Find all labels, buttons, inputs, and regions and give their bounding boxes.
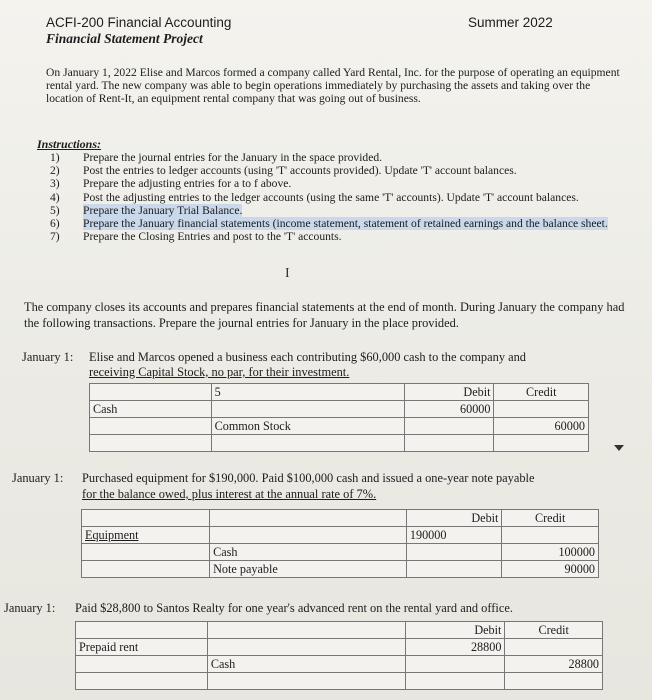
instruction-item: 7) Prepare the Closing Entries and post to the 'T' accounts. bbox=[50, 230, 342, 244]
course-title: ACFI-200 Financial Accounting bbox=[46, 15, 232, 30]
table-row bbox=[82, 561, 599, 578]
credit-account[interactable]: Note payable bbox=[210, 561, 407, 578]
instructions-heading: Instructions: bbox=[37, 137, 102, 151]
term-label: Summer 2022 bbox=[468, 15, 553, 30]
instruction-item: 6) Prepare the January financial statements (income statement, statement of retained earnings and the balance sheet. bbox=[50, 217, 608, 231]
table-row: 5 Debit Credit bbox=[90, 384, 589, 401]
debit-amount[interactable]: 60000 bbox=[404, 401, 494, 418]
table-row bbox=[90, 401, 589, 418]
table-row bbox=[76, 673, 603, 690]
credit-account[interactable]: Common Stock bbox=[211, 418, 404, 435]
instruction-item: 1) Prepare the journal entries for the January in the space provided. bbox=[50, 151, 383, 164]
debit-amount[interactable]: 28800 bbox=[405, 639, 505, 656]
credit-amount[interactable]: 60000 bbox=[494, 418, 589, 435]
transactions-intro: The company closes its accounts and prepares financial statements at the end of month. During January the company had the following transactions. Prepare the journal entries for January in the place provided. bbox=[24, 300, 625, 330]
instruction-item: 4) Post the adjusting entries to the ledger accounts (using the same 'T' accounts). Update 'T' account balances. bbox=[50, 190, 579, 204]
debit-account[interactable]: Cash bbox=[90, 401, 212, 418]
table-row bbox=[76, 656, 603, 673]
debit-amount[interactable]: 190000 bbox=[406, 527, 502, 544]
triangle-marker-icon bbox=[614, 445, 624, 451]
transaction-3: January 1: Paid $28,800 to Santos Realty for one year's advanced rent on the rental yard and office. bbox=[4, 601, 513, 615]
journal-table-3 bbox=[75, 621, 603, 690]
project-title: Financial Statement Project bbox=[46, 31, 203, 46]
credit-amount[interactable]: 90000 bbox=[502, 561, 599, 578]
instruction-item: 3) Prepare the adjusting entries for a to f above. bbox=[50, 177, 292, 191]
table-row bbox=[76, 639, 603, 656]
table-row: Debit Credit bbox=[76, 622, 603, 639]
transaction-1: January 1: Elise and Marcos opened a business each contributing $60,000 cash to the company and receiving Capital Stock, no par, for their investment. bbox=[22, 350, 526, 379]
table-row bbox=[90, 418, 589, 435]
credit-amount[interactable]: 28800 bbox=[505, 656, 603, 673]
table-row: Debit Credit bbox=[82, 510, 599, 527]
debit-account[interactable]: Equipment bbox=[82, 527, 210, 544]
instructions-list bbox=[50, 151, 635, 243]
credit-account[interactable]: Cash bbox=[210, 544, 407, 561]
debit-account[interactable]: Prepaid rent bbox=[76, 639, 208, 656]
credit-amount[interactable]: 100000 bbox=[502, 544, 599, 561]
text-cursor-icon: I bbox=[285, 266, 290, 281]
table-row bbox=[82, 544, 599, 561]
table-row bbox=[82, 527, 599, 544]
instruction-item: 5) Prepare the January Trial Balance. bbox=[50, 203, 243, 217]
intro-paragraph: On January 1, 2022 Elise and Marcos formed a company called Yard Rental, Inc. for the purpose of operating an equipment rental yard. The new company was able to begin operations immediately by purchasing the assets and taking over the location of Rent-It, an equipment rental company that was going out of business. bbox=[46, 66, 620, 105]
credit-account[interactable]: Cash bbox=[207, 656, 405, 673]
instruction-item: 2) Post the entries to ledger accounts (using 'T' accounts provided). Update 'T' account balances. bbox=[50, 164, 517, 178]
table-row bbox=[90, 435, 589, 452]
journal-table-1 bbox=[89, 383, 589, 452]
journal-table-2 bbox=[81, 509, 599, 578]
transaction-2: January 1: Purchased equipment for $190,000. Paid $100,000 cash and issued a one-year note payable for the balance owed, plus interest at the annual rate of 7%. bbox=[12, 471, 535, 501]
